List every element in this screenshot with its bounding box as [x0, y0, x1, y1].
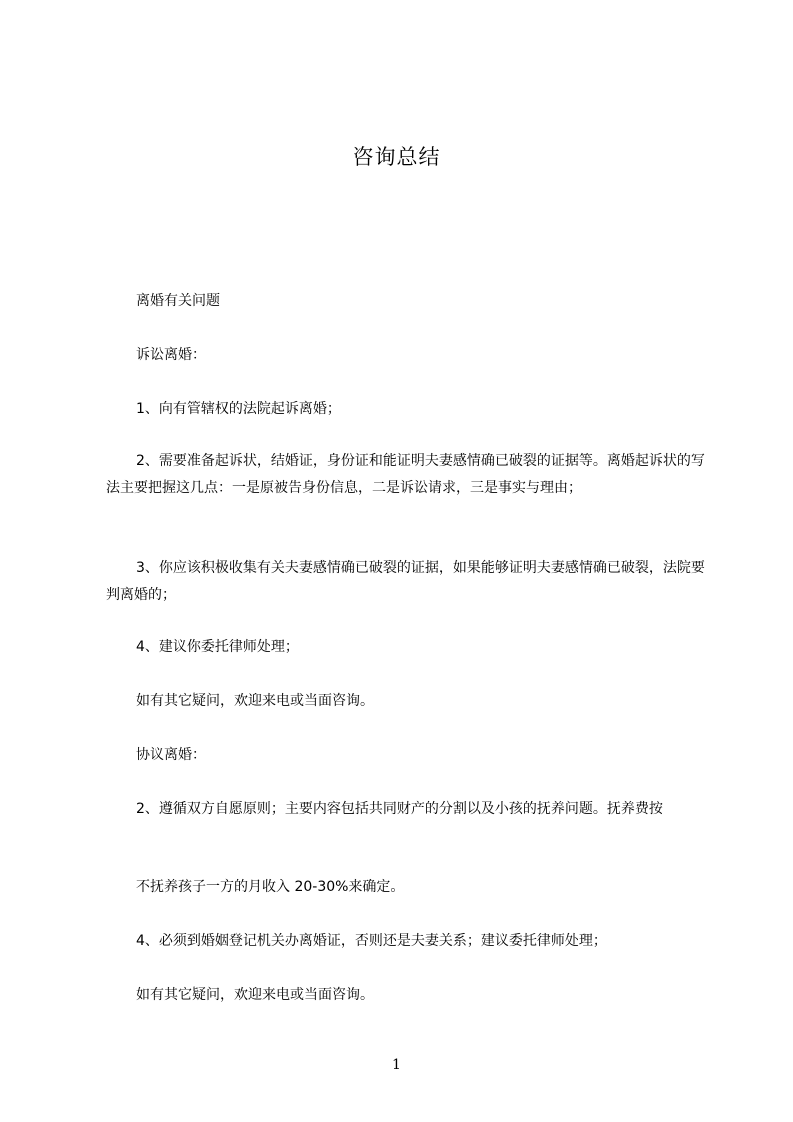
paragraph-item-1: 1、向有管辖权的法院起诉离婚； [136, 401, 341, 417]
paragraph-support-continued: 不抚养孩子一方的月收入 20-30%来确定。 [136, 879, 405, 895]
page-number: 1 [392, 1057, 401, 1073]
paragraph-agreement-item-4: 4、必须到婚姻登记机关办离婚证，否则还是夫妻关系；建议委托律师处理； [136, 933, 607, 949]
paragraph-agreement-item-2: 2、遵循双方自愿原则；主要内容包括共同财产的分割以及小孩的抚养问题。抚养费按 [136, 801, 663, 817]
paragraph-item-2: 2、需要准备起诉状，结婚证，身份证和能证明夫妻感情确已破裂的证据等。离婚起诉状的写法主要把握这几点：一是原被告身份信息，二是诉讼请求，三是事实与理由； [106, 453, 705, 496]
subheading-litigation-divorce: 诉讼离婚： [136, 347, 206, 363]
contact-note: 如有其它疑问，欢迎来电或当面咨询。 [136, 693, 374, 709]
paragraph-item-3: 3、你应该积极收集有关夫妻感情确已破裂的证据，如果能够证明夫妻感情确已破裂，法院要判离婚的； [106, 560, 705, 603]
contact-note-2: 如有其它疑问，欢迎来电或当面咨询。 [136, 987, 374, 1003]
section-heading-divorce-issues: 离婚有关问题 [136, 293, 220, 309]
subheading-agreement-divorce: 协议离婚： [136, 747, 206, 763]
page-title: 咨询总结 [352, 145, 441, 169]
paragraph-item-4: 4、建议你委托律师处理； [136, 639, 299, 655]
